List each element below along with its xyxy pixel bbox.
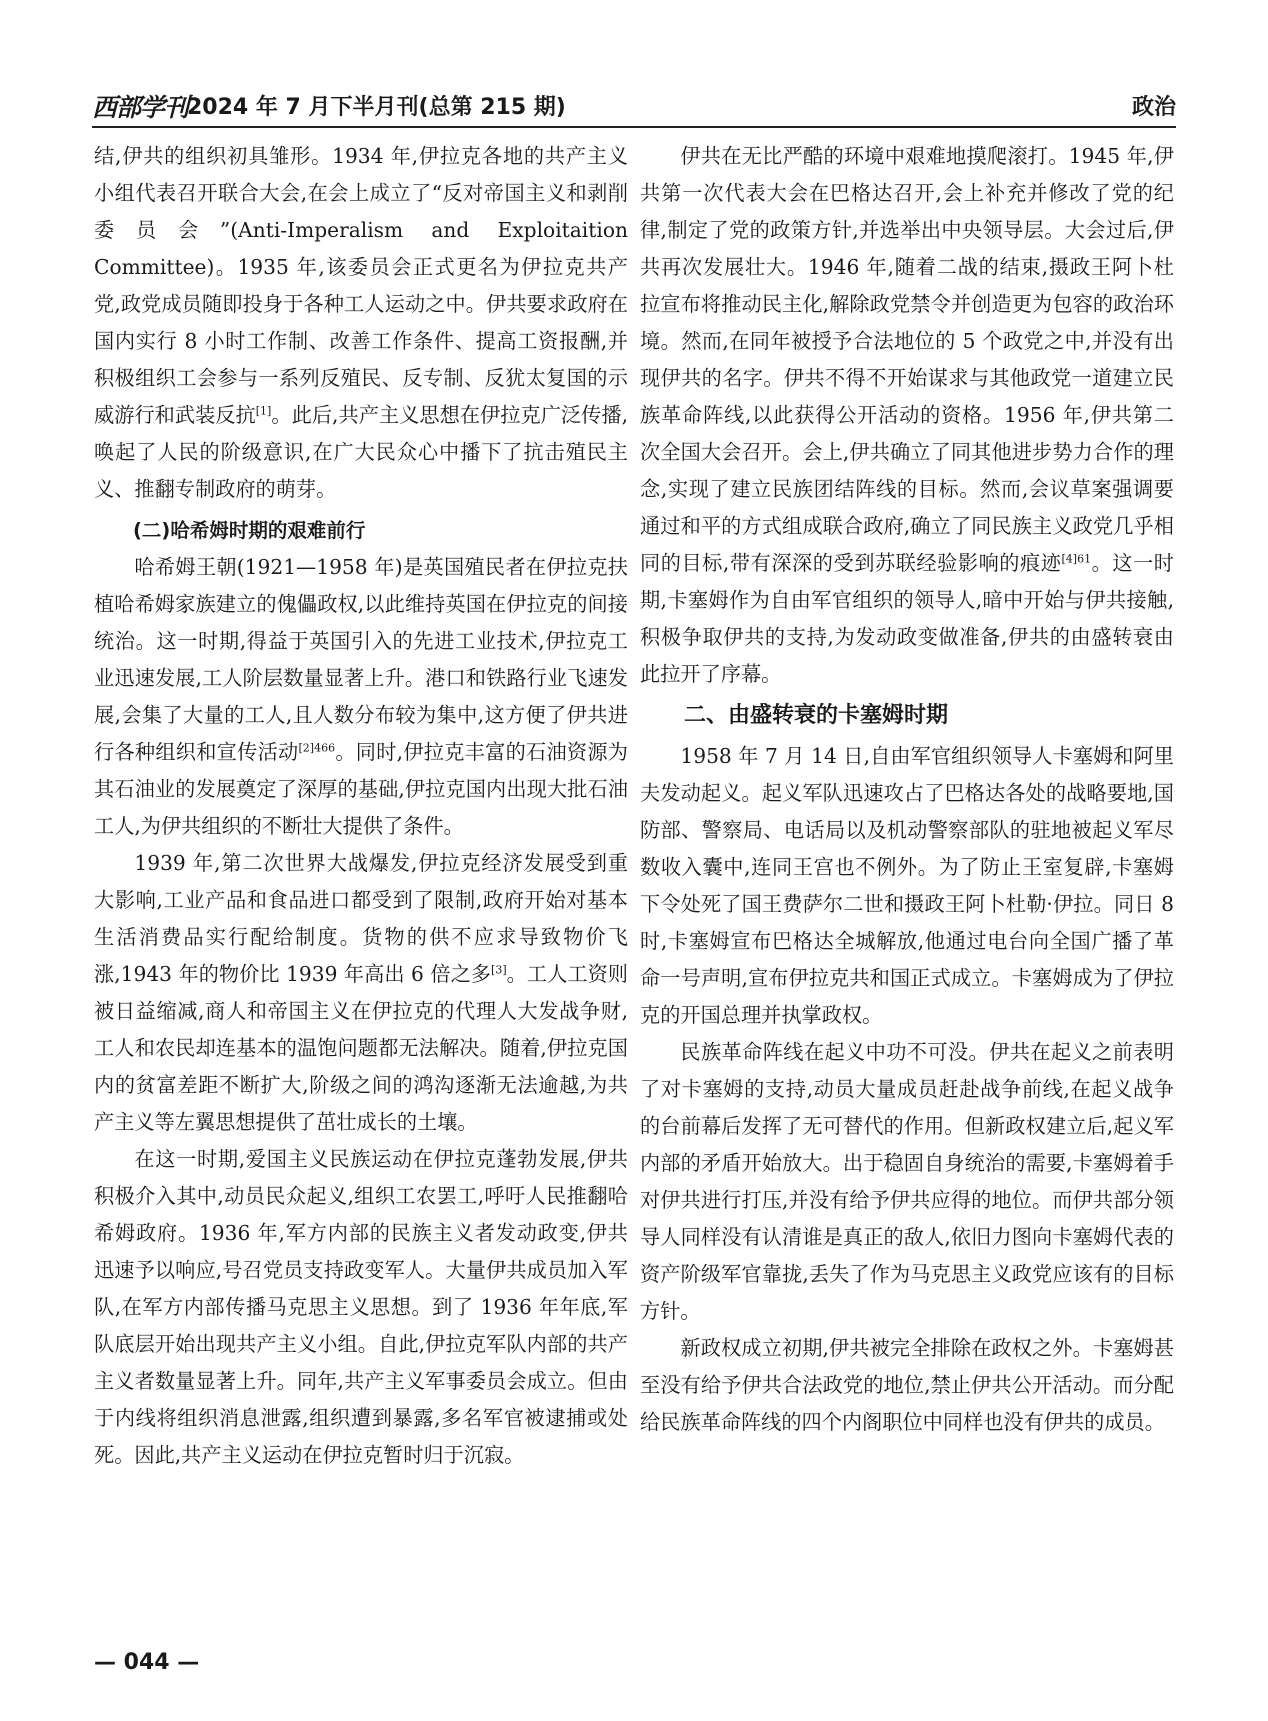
paragraph: 哈希姆王朝(1921—1958 年)是英国殖民者在伊拉克扶植哈希姆家族建立的傀儡政权,以此维持英国在伊拉克的间接统治。这一时期,得益于英国引入的先进工业技术,伊拉克工业迅速发展,工人阶层数量显著上升。港口和铁路行业飞速发展,会集了大量的工人,且人数分布较为集中,这方便了伊共进行各种组织和宣传活动$^{[2]466}$。同时,伊拉克丰富的石油资源为其石油业的发展奠定了深厚的基础,伊拉克国内出现大批石油工人,为伊共组织的不断壮大提供了条件。 xyxy=(94,555,628,838)
paragraph: 1939 年,第二次世界大战爆发,伊拉克经济发展受到重大影响,工业产品和食品进口都受到了限制,政府开始对基本生活消费品实行配给制度。货物的供不应求导致物价飞涨,1943 年的物价比 1939 年高出 6 倍之多[3]。工人工资则被日益缩减,商人和帝国主义在伊拉克的代理人大发战争财,工人和农民却连基本的温饱问题都无法解决。随着,伊拉克国内的贫富差距不断扩大,阶级之间的鸿沟逐渐无法逾越,为共产主义等左翼思想提供了茁壮成长的土壤。 xyxy=(94,851,628,1134)
paragraph: 新政权成立初期,伊共被完全排除在政权之外。卡塞姆甚至没有给予伊共合法政党的地位,禁止伊共公开活动。而分配给民族革命阵线的四个内阁职位中同样也没有伊共的成员。 xyxy=(640,1336,1174,1434)
paragraph: 在这一时期,爱国主义民族运动在伊拉克蓬勃发展,伊共积极介入其中,动员民众起义,组织工农罢工,呼吁人民推翻哈希姆政府。1936 年,军方内部的民族主义者发动政变,伊共迅速予以响应,号召党员支持政变军人。大量伊共成员加入军队,在军方内部传播马克思主义思想。到了 1936 年年底,军队底层开始出现共产主义小组。自此,伊拉克军队内部的共产主义者数量显著上升。同年,共产主义军事委员会成立。但由于内线将组织消息泄露,组织遭到暴露,多名军官被逮捕或处死。因此,共产主义运动在伊拉克暂时归于沉寂。 xyxy=(94,1147,628,1467)
citation: [3] xyxy=(491,963,507,977)
page-number: — 044 — xyxy=(94,1650,200,1675)
subsection-heading: (二)哈希姆时期的艰难前行 xyxy=(133,519,366,542)
citation: [4]61 xyxy=(1061,552,1092,566)
left-column xyxy=(94,138,628,1474)
paragraph: 结,伊共的组织初具雏形。1934 年,伊拉克各地的共产主义小组代表召开联合大会,在会上成立了“反对帝国主义和剥削委员会”(Anti-Imperalism and Exploitaition Committee)。1935 年,该委员会正式更名为伊拉克共产党,政党成员随即投身于各种工人运动之中。伊共要求政府在国内实行 8 小时工作制、改善工作条件、提高工资报酬,并积极组织工会参与一系列反殖民、反专制、反犹太复国的示威游行和武装反抗[1]。此后,共产主义思想在伊拉克广泛传播,唤起了人民的阶级意识,在广大民众心中播下了抗击殖民主义、推翻专制政府的萌芽。 xyxy=(94,144,628,501)
issue-info: 2024 年 7 月下半月刊(总第 215 期) xyxy=(187,95,566,120)
section-label: 政治 xyxy=(1131,95,1176,120)
paragraph: 1958 年 7 月 14 日,自由军官组织领导人卡塞姆和阿里夫发动起义。起义军队迅速攻占了巴格达各处的战略要地,国防部、警察局、电话局以及机动警察部队的驻地被起义军尽数收入囊中,连同王宫也不例外。为了防止王室复辟,卡塞姆下令处死了国王费萨尔二世和摄政王阿卜杜勒·伊拉。同日 8 时,卡塞姆宣布巴格达全城解放,他通过电台向全国广播了革命一号声明,宣布伊拉克共和国正式成立。卡塞姆成为了伊拉克的开国总理并执掌政权。 xyxy=(640,744,1174,1027)
citation: [2]466 xyxy=(298,741,336,755)
page-header xyxy=(92,86,1176,128)
journal-logo: 西部学刊 xyxy=(92,93,189,122)
paragraph: 民族革命阵线在起义中功不可没。伊共在起义之前表明了对卡塞姆的支持,动员大量成员赶赴战争前线,在起义战争的台前幕后发挥了无可替代的作用。但新政权建立后,起义军内部的矛盾开始放大。出于稳固自身统治的需要,卡塞姆着手对伊共进行打压,并没有给予伊共应得的地位。而伊共部分领导人同样没有认清谁是真正的敌人,依旧力图向卡塞姆代表的资产阶级军官靠拢,丢失了作为马克思主义政党应该有的目标方针。 xyxy=(640,1040,1174,1323)
right-column xyxy=(640,138,1174,1441)
citation: [1] xyxy=(255,404,272,418)
section-heading: 二、由盛转衰的卡塞姆时期 xyxy=(684,703,949,728)
paragraph: 伊共在无比严酷的环境中艰难地摸爬滚打。1945 年,伊共第一次代表大会在巴格达召开,会上补充并修改了党的纪律,制定了党的政策方针,并选举出中央领导层。大会过后,伊共再次发展壮大。1946 年,随着二战的结束,摄政王阿卜杜拉宣布将推动民主化,解除政党禁令并创造更为包容的政治环境。然而,在同年被授予合法地位的 5 个政党之中,并没有出现伊共的名字。伊共不得不开始谋求与其他政党一道建立民族革命阵线,以此获得公开活动的资格。1956 年,伊共第二次全国大会召开。会上,伊共确立了同其他进步势力合作的理念,实现了建立民族团结阵线的目标。然而,会议草案强调要通过和平的方式组成联合政府,确立了同民族主义政党几乎相同的目标,带有深深的受到苏联经验影响的痕迹$^{[4]61}$。这一时期,卡塞姆作为自由军官组织的领导人,暗中开始与伊共接触,积极争取伊共的支持,为发动政变做准备,伊共的由盛转衰由此拉开了序幕。 xyxy=(640,144,1174,686)
